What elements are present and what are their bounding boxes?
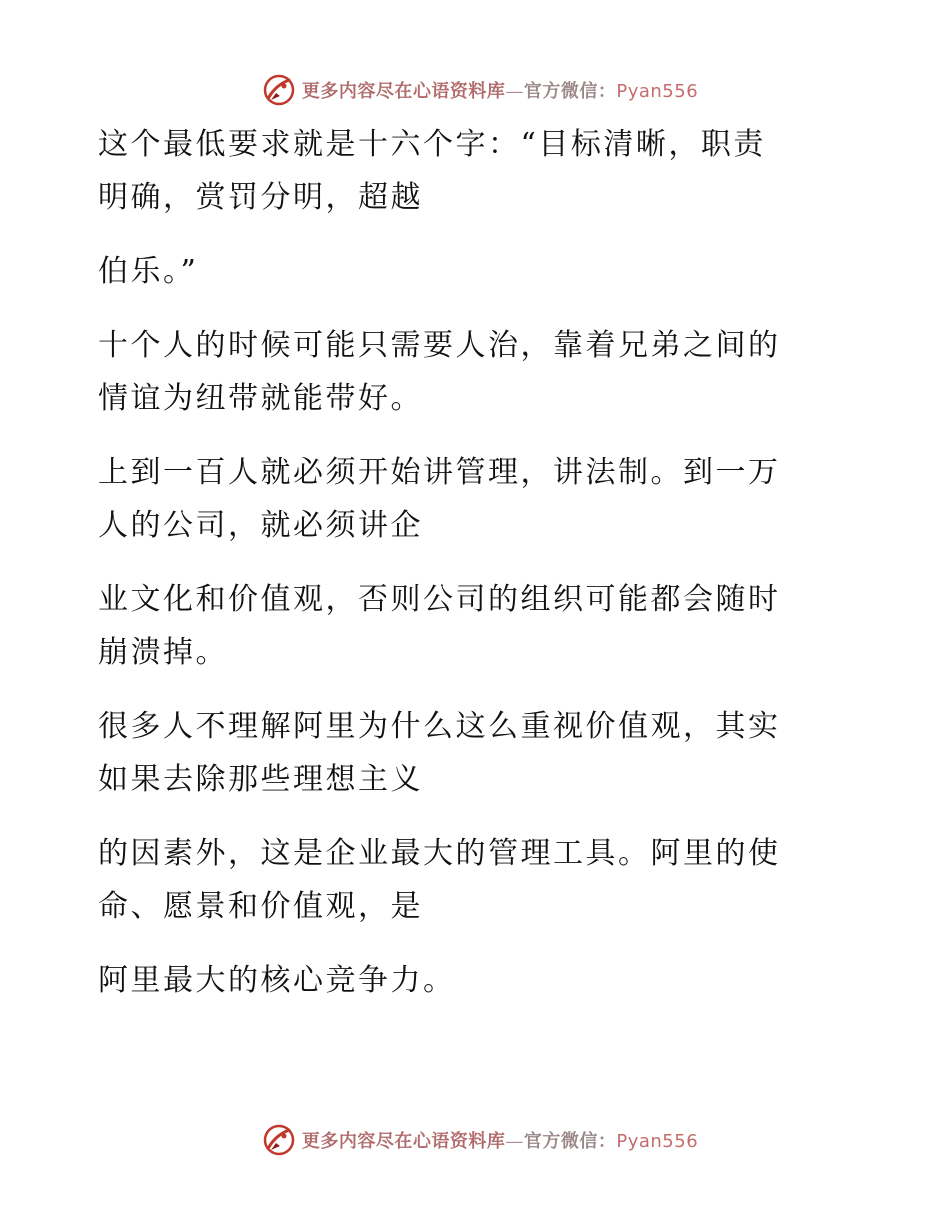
paragraph-line: 阿里最大的核心竞争力。: [98, 963, 456, 998]
paragraph-2: [98, 245, 838, 298]
paragraph-line: 的因素外，这是企业最大的管理工具。阿里的使: [98, 836, 781, 871]
paragraph-line: 很多人不理解阿里为什么这么重视价值观，其实: [98, 709, 781, 744]
header-banner-sub: 官方微信：: [523, 81, 617, 102]
header-banner-id: Pyan556: [616, 81, 699, 102]
paragraph-8: [98, 954, 838, 1007]
paragraph-1: [98, 118, 838, 224]
paragraph-6: [98, 700, 838, 806]
paragraph-line: 崩溃掉。: [98, 635, 228, 670]
footer-banner-main: 更多内容尽在心语资料库: [301, 1131, 506, 1152]
paragraph-3: [98, 319, 838, 425]
footer-banner-inner: [262, 1123, 698, 1157]
pen-seal-logo-icon: [262, 73, 296, 107]
footer-banner: [0, 1120, 950, 1160]
paragraph-line: 十个人的时候可能只需要人治，靠着兄弟之间的: [98, 328, 781, 363]
paragraph-5: [98, 573, 838, 679]
header-banner-inner: [262, 73, 698, 107]
paragraph-line: 人的公司，就必须讲企: [98, 508, 423, 543]
paragraph-line: 明确，赏罚分明，超越: [98, 180, 423, 215]
paragraph-line: 业文化和价值观，否则公司的组织可能都会随时: [98, 582, 781, 617]
footer-banner-id: Pyan556: [616, 1131, 699, 1152]
paragraph-line: 伯乐。”: [98, 254, 199, 289]
header-banner: [0, 70, 950, 110]
paragraph-line: 如果去除那些理想主义: [98, 762, 423, 797]
footer-banner-text: [302, 1127, 698, 1153]
pen-seal-logo-icon: [262, 1123, 296, 1157]
footer-banner-dash: —: [505, 1131, 524, 1152]
paragraph-line: 命、愿景和价值观，是: [98, 889, 423, 924]
header-banner-main: 更多内容尽在心语资料库: [301, 81, 506, 102]
footer-banner-sub: 官方微信：: [523, 1131, 617, 1152]
paragraph-line: 情谊为纽带就能带好。: [98, 381, 423, 416]
paragraph-7: [98, 827, 838, 933]
header-banner-text: [302, 77, 698, 103]
paragraph-4: [98, 446, 838, 552]
document-body: [98, 118, 838, 1028]
paragraph-line: 这个最低要求就是十六个字：“目标清晰，职责: [98, 127, 766, 162]
paragraph-line: 上到一百人就必须开始讲管理，讲法制。到一万: [98, 455, 781, 490]
header-banner-dash: —: [505, 81, 524, 102]
